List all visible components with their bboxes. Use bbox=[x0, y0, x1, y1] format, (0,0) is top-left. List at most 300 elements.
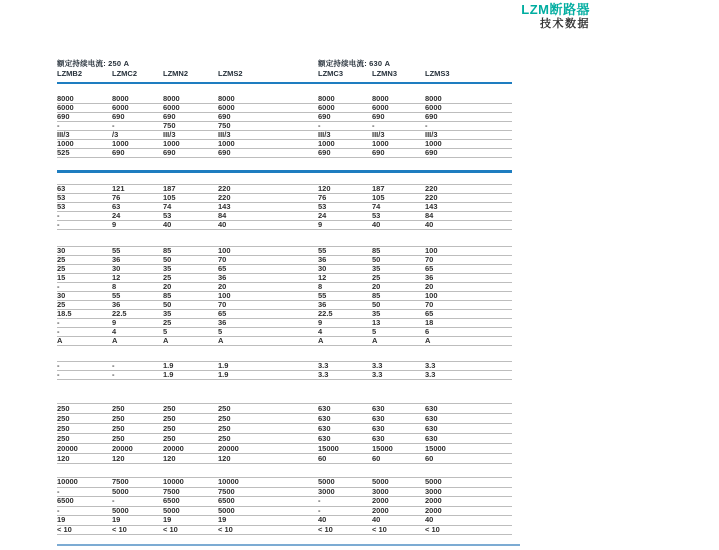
table-cell: 5000 bbox=[372, 477, 389, 486]
table-cell: 15 bbox=[57, 273, 66, 282]
table-cell: 8000 bbox=[57, 94, 74, 103]
rating-label-250a: 额定持续电流: 250 A bbox=[57, 59, 130, 68]
table-cell: 19 bbox=[218, 515, 227, 524]
table-cell: 3.3 bbox=[372, 361, 383, 370]
table-cell: 36 bbox=[218, 273, 227, 282]
table-row bbox=[57, 212, 512, 221]
table-cell: 3.3 bbox=[425, 361, 436, 370]
table-cell: III/3 bbox=[57, 130, 70, 139]
table-cell: 53 bbox=[57, 202, 66, 211]
table-cell: 630 bbox=[318, 404, 331, 413]
table-cell: 20 bbox=[163, 282, 172, 291]
table-row bbox=[57, 319, 512, 328]
table-cell: 220 bbox=[218, 193, 231, 202]
table-cell: < 10 bbox=[372, 524, 387, 534]
table-cell: 53 bbox=[318, 202, 327, 211]
table-cell: 3.3 bbox=[425, 370, 436, 379]
table-row bbox=[57, 122, 512, 131]
table-cell: 55 bbox=[318, 246, 327, 255]
table-cell: - bbox=[112, 370, 115, 379]
table-cell: 70 bbox=[425, 255, 434, 264]
table-cell: 750 bbox=[218, 121, 231, 130]
table-cell: 6000 bbox=[372, 103, 389, 112]
table-cell: 2000 bbox=[372, 505, 389, 515]
table-row bbox=[57, 488, 512, 498]
table-cell: 15000 bbox=[318, 444, 339, 453]
table-cell: 30 bbox=[112, 264, 121, 273]
table-cell: 250 bbox=[57, 424, 70, 433]
table-cell: 15000 bbox=[425, 444, 446, 453]
table-cell: 690 bbox=[218, 148, 231, 157]
table-cell: 40 bbox=[425, 515, 434, 524]
data-block-let-through bbox=[57, 361, 512, 380]
table-cell: 250 bbox=[218, 414, 231, 423]
table-row bbox=[57, 434, 512, 444]
table-cell: 20000 bbox=[163, 444, 184, 453]
table-cell: 84 bbox=[425, 211, 434, 220]
table-cell: 9 bbox=[112, 318, 117, 327]
table-cell: 24 bbox=[318, 211, 327, 220]
table-cell: 250 bbox=[163, 434, 176, 443]
table-cell: 24 bbox=[112, 211, 121, 220]
table-cell: 85 bbox=[163, 246, 172, 255]
table-cell: 1000 bbox=[57, 139, 74, 148]
table-cell: 20000 bbox=[218, 444, 239, 453]
table-cell: - bbox=[57, 361, 60, 370]
table-cell: 10000 bbox=[57, 477, 78, 486]
table-cell: 60 bbox=[425, 454, 434, 463]
section-rule bbox=[57, 170, 512, 173]
table-cell: 10000 bbox=[163, 477, 184, 486]
table-cell: A bbox=[57, 336, 63, 345]
table-row bbox=[57, 371, 512, 380]
table-cell: 6000 bbox=[112, 103, 129, 112]
table-cell: 120 bbox=[218, 454, 231, 463]
table-cell: 6500 bbox=[218, 496, 235, 505]
table-cell: 2000 bbox=[372, 496, 389, 505]
table-cell: 250 bbox=[57, 434, 70, 443]
table-cell: 5 bbox=[163, 327, 168, 336]
table-cell: 53 bbox=[163, 211, 172, 220]
table-cell: 1000 bbox=[425, 139, 442, 148]
table-cell: 18.5 bbox=[57, 309, 72, 318]
table-cell: 250 bbox=[112, 404, 125, 413]
table-cell: 1.9 bbox=[218, 361, 229, 370]
table-cell: 25 bbox=[163, 273, 172, 282]
table-cell: - bbox=[57, 282, 60, 291]
table-cell: 60 bbox=[372, 454, 381, 463]
table-cell: 250 bbox=[218, 424, 231, 433]
table-cell: 690 bbox=[112, 112, 125, 121]
table-cell: 250 bbox=[57, 404, 70, 413]
table-cell: 30 bbox=[318, 264, 327, 273]
table-cell: 187 bbox=[372, 184, 385, 193]
table-cell: 7500 bbox=[163, 486, 180, 496]
table-cell: 100 bbox=[425, 246, 438, 255]
table-cell: 121 bbox=[112, 184, 125, 193]
table-cell: 250 bbox=[112, 414, 125, 423]
table-cell: 630 bbox=[372, 404, 385, 413]
data-block-current-values bbox=[57, 403, 512, 464]
table-cell: 25 bbox=[57, 264, 66, 273]
bottom-rule bbox=[57, 544, 520, 546]
table-cell: 5000 bbox=[163, 505, 180, 515]
table-cell: 120 bbox=[318, 184, 331, 193]
table-row bbox=[57, 185, 512, 194]
table-row bbox=[57, 104, 512, 113]
table-cell: 70 bbox=[218, 300, 227, 309]
table-row bbox=[57, 444, 512, 454]
table-cell: 1000 bbox=[112, 139, 129, 148]
table-cell: 690 bbox=[218, 112, 231, 121]
table-cell: 120 bbox=[112, 454, 125, 463]
table-cell: 630 bbox=[372, 424, 385, 433]
model-name: LZMC3 bbox=[318, 69, 343, 78]
table-cell: A bbox=[163, 336, 169, 345]
table-cell: 36 bbox=[425, 273, 434, 282]
table-cell: 36 bbox=[318, 255, 327, 264]
table-cell: 220 bbox=[218, 184, 231, 193]
table-cell: 6000 bbox=[318, 103, 335, 112]
table-cell: 143 bbox=[425, 202, 438, 211]
table-cell: III/3 bbox=[218, 130, 231, 139]
table-cell: 220 bbox=[425, 193, 438, 202]
table-cell: 630 bbox=[425, 424, 438, 433]
table-cell: 630 bbox=[372, 414, 385, 423]
table-row bbox=[57, 221, 512, 230]
table-cell: 76 bbox=[112, 193, 121, 202]
table-cell: 19 bbox=[57, 515, 66, 524]
table-cell: 35 bbox=[163, 264, 172, 273]
table-cell: A bbox=[372, 336, 378, 345]
table-cell: 74 bbox=[372, 202, 381, 211]
table-cell: 100 bbox=[218, 246, 231, 255]
table-row bbox=[57, 247, 512, 256]
table-cell: A bbox=[425, 336, 431, 345]
table-cell: 55 bbox=[318, 291, 327, 300]
table-cell: 8000 bbox=[112, 94, 129, 103]
table-cell: 9 bbox=[112, 220, 117, 229]
table-cell: 65 bbox=[218, 309, 227, 318]
table-cell: - bbox=[372, 121, 375, 130]
table-cell: 12 bbox=[318, 273, 327, 282]
table-cell: 8000 bbox=[372, 94, 389, 103]
table-cell: 20 bbox=[425, 282, 434, 291]
table-cell: /3 bbox=[112, 130, 119, 139]
table-cell: 105 bbox=[372, 193, 385, 202]
table-row bbox=[57, 292, 512, 301]
table-cell: 250 bbox=[218, 434, 231, 443]
table-cell: 70 bbox=[425, 300, 434, 309]
table-row bbox=[57, 113, 512, 122]
table-row bbox=[57, 149, 512, 158]
table-cell: 53 bbox=[372, 211, 381, 220]
model-name: LZMN3 bbox=[372, 69, 397, 78]
data-block-breaking-capacity bbox=[57, 184, 512, 230]
table-cell: 4 bbox=[112, 327, 117, 336]
table-cell: 6500 bbox=[163, 496, 180, 505]
model-name: LZMN2 bbox=[163, 69, 188, 78]
table-cell: 65 bbox=[218, 264, 227, 273]
table-cell: 100 bbox=[218, 291, 231, 300]
table-cell: 690 bbox=[57, 112, 70, 121]
table-cell: - bbox=[112, 121, 115, 130]
table-cell: 250 bbox=[218, 404, 231, 413]
table-row bbox=[57, 362, 512, 371]
table-row bbox=[57, 140, 512, 149]
table-cell: 690 bbox=[163, 112, 176, 121]
table-cell: 35 bbox=[372, 309, 381, 318]
model-header-row bbox=[57, 69, 512, 80]
table-cell: 5 bbox=[218, 327, 223, 336]
table-cell: - bbox=[57, 505, 60, 515]
table-cell: 143 bbox=[218, 202, 231, 211]
table-cell: 630 bbox=[425, 434, 438, 443]
table-cell: 6000 bbox=[218, 103, 235, 112]
table-cell: A bbox=[112, 336, 118, 345]
table-cell: 690 bbox=[425, 112, 438, 121]
data-block-switching-capacity bbox=[57, 246, 512, 346]
table-cell: A bbox=[218, 336, 224, 345]
table-row bbox=[57, 404, 512, 414]
table-row bbox=[57, 454, 512, 464]
table-cell: 690 bbox=[163, 148, 176, 157]
header-rule bbox=[57, 82, 512, 85]
table-row bbox=[57, 414, 512, 424]
table-cell: 120 bbox=[57, 454, 70, 463]
table-cell: 250 bbox=[163, 424, 176, 433]
table-cell: 6000 bbox=[163, 103, 180, 112]
table-cell: 20 bbox=[372, 282, 381, 291]
table-cell: 5000 bbox=[318, 477, 335, 486]
table-cell: III/3 bbox=[318, 130, 331, 139]
table-cell: 6500 bbox=[57, 496, 74, 505]
table-cell: 63 bbox=[57, 184, 66, 193]
table-cell: - bbox=[112, 496, 115, 505]
table-cell: 19 bbox=[112, 515, 121, 524]
table-cell: 630 bbox=[425, 414, 438, 423]
table-cell: 55 bbox=[112, 291, 121, 300]
table-row bbox=[57, 507, 512, 517]
table-row bbox=[57, 310, 512, 319]
table-cell: 85 bbox=[163, 291, 172, 300]
table-cell: 12 bbox=[112, 273, 121, 282]
table-cell: - bbox=[425, 121, 428, 130]
table-cell: 60 bbox=[318, 454, 327, 463]
table-cell: 5000 bbox=[112, 486, 129, 496]
table-cell: < 10 bbox=[57, 524, 72, 534]
table-cell: - bbox=[318, 496, 321, 505]
table-cell: 50 bbox=[163, 300, 172, 309]
table-cell: 35 bbox=[372, 264, 381, 273]
table-cell: < 10 bbox=[112, 524, 127, 534]
model-name: LZMC2 bbox=[112, 69, 137, 78]
table-cell: < 10 bbox=[218, 524, 233, 534]
table-cell: 74 bbox=[163, 202, 172, 211]
table-cell: < 10 bbox=[163, 524, 178, 534]
table-cell: III/3 bbox=[163, 130, 176, 139]
table-cell: - bbox=[318, 121, 321, 130]
table-cell: 250 bbox=[112, 424, 125, 433]
table-cell: 63 bbox=[112, 202, 121, 211]
table-cell: 6000 bbox=[57, 103, 74, 112]
table-cell: - bbox=[318, 505, 321, 515]
table-cell: 187 bbox=[163, 184, 176, 193]
data-block-ratings bbox=[57, 95, 512, 158]
table-cell: 84 bbox=[218, 211, 227, 220]
data-block-endurance bbox=[57, 477, 512, 535]
model-name: LZMS2 bbox=[218, 69, 243, 78]
table-cell: 30 bbox=[57, 246, 66, 255]
table-cell: 2000 bbox=[425, 505, 442, 515]
table-cell: - bbox=[57, 220, 60, 229]
table-cell: 2000 bbox=[425, 496, 442, 505]
table-cell: 1.9 bbox=[218, 370, 229, 379]
table-cell: 70 bbox=[218, 255, 227, 264]
table-cell: 15000 bbox=[372, 444, 393, 453]
table-row bbox=[57, 424, 512, 434]
table-cell: 5000 bbox=[112, 505, 129, 515]
table-cell: 6000 bbox=[425, 103, 442, 112]
table-cell: 630 bbox=[372, 434, 385, 443]
table-cell: 3.3 bbox=[372, 370, 383, 379]
table-cell: 1000 bbox=[163, 139, 180, 148]
model-name: LZMS3 bbox=[425, 69, 450, 78]
table-cell: III/3 bbox=[425, 130, 438, 139]
table-cell: 55 bbox=[112, 246, 121, 255]
table-cell: 65 bbox=[425, 264, 434, 273]
table-cell: 690 bbox=[372, 112, 385, 121]
table-cell: 3000 bbox=[318, 486, 335, 496]
table-cell: 36 bbox=[218, 318, 227, 327]
table-cell: 20000 bbox=[57, 444, 78, 453]
table-cell: 690 bbox=[318, 148, 331, 157]
table-cell: 10000 bbox=[218, 477, 239, 486]
table-cell: 1.9 bbox=[163, 370, 174, 379]
table-cell: 8 bbox=[318, 282, 323, 291]
table-row bbox=[57, 265, 512, 274]
table-cell: 25 bbox=[372, 273, 381, 282]
table-cell: 690 bbox=[318, 112, 331, 121]
table-cell: - bbox=[57, 370, 60, 379]
table-cell: 1000 bbox=[372, 139, 389, 148]
table-cell: 50 bbox=[372, 255, 381, 264]
table-cell: 22.5 bbox=[318, 309, 333, 318]
table-cell: A bbox=[318, 336, 324, 345]
table-cell: 250 bbox=[57, 414, 70, 423]
table-cell: 9 bbox=[318, 318, 323, 327]
table-cell: 525 bbox=[57, 148, 70, 157]
table-cell: 250 bbox=[112, 434, 125, 443]
table-row bbox=[57, 256, 512, 265]
table-cell: 53 bbox=[57, 193, 66, 202]
table-cell: 25 bbox=[57, 300, 66, 309]
table-cell: 13 bbox=[372, 318, 381, 327]
table-row bbox=[57, 283, 512, 292]
table-cell: 630 bbox=[318, 414, 331, 423]
table-cell: 120 bbox=[163, 454, 176, 463]
page-subtitle: 技术数据 bbox=[540, 18, 590, 30]
table-cell: 1.9 bbox=[163, 361, 174, 370]
table-cell: 690 bbox=[112, 148, 125, 157]
table-cell: 76 bbox=[318, 193, 327, 202]
table-cell: 250 bbox=[163, 404, 176, 413]
table-cell: - bbox=[57, 211, 60, 220]
table-cell: 5000 bbox=[425, 477, 442, 486]
table-cell: 8000 bbox=[318, 94, 335, 103]
table-cell: 3000 bbox=[372, 486, 389, 496]
table-cell: < 10 bbox=[425, 524, 440, 534]
brand-title: LZM断路器 bbox=[521, 2, 590, 17]
table-cell: 50 bbox=[372, 300, 381, 309]
table-cell: 100 bbox=[425, 291, 438, 300]
table-cell: 3.3 bbox=[318, 370, 329, 379]
table-cell: 4 bbox=[318, 327, 323, 336]
table-cell: - bbox=[57, 121, 60, 130]
table-row bbox=[57, 194, 512, 203]
table-cell: III/3 bbox=[372, 130, 385, 139]
table-cell: - bbox=[57, 486, 60, 496]
table-cell: 8000 bbox=[163, 94, 180, 103]
table-cell: 250 bbox=[163, 414, 176, 423]
table-cell: 40 bbox=[218, 220, 227, 229]
table-cell: 3000 bbox=[425, 486, 442, 496]
table-row bbox=[57, 526, 512, 536]
table-cell: 40 bbox=[163, 220, 172, 229]
table-cell: 85 bbox=[372, 246, 381, 255]
table-cell: 8000 bbox=[425, 94, 442, 103]
table-cell: 3.3 bbox=[318, 361, 329, 370]
table-row bbox=[57, 203, 512, 212]
table-cell: 30 bbox=[57, 291, 66, 300]
table-cell: 19 bbox=[163, 515, 172, 524]
table-cell: 750 bbox=[163, 121, 176, 130]
table-cell: 9 bbox=[318, 220, 323, 229]
table-cell: 690 bbox=[425, 148, 438, 157]
table-cell: 40 bbox=[372, 220, 381, 229]
table-cell: 7500 bbox=[112, 477, 129, 486]
page-header bbox=[420, 3, 590, 31]
table-cell: 220 bbox=[425, 184, 438, 193]
table-cell: 1000 bbox=[318, 139, 335, 148]
table-cell: 630 bbox=[318, 424, 331, 433]
table-cell: 40 bbox=[372, 515, 381, 524]
table-cell: 36 bbox=[318, 300, 327, 309]
table-cell: < 10 bbox=[318, 524, 333, 534]
table-cell: - bbox=[112, 361, 115, 370]
table-cell: 36 bbox=[112, 300, 121, 309]
table-cell: 8000 bbox=[218, 94, 235, 103]
table-cell: 630 bbox=[318, 434, 331, 443]
table-cell: 105 bbox=[163, 193, 176, 202]
table-cell: 690 bbox=[372, 148, 385, 157]
table-cell: 40 bbox=[425, 220, 434, 229]
table-cell: 25 bbox=[57, 255, 66, 264]
table-cell: - bbox=[57, 318, 60, 327]
table-cell: 50 bbox=[163, 255, 172, 264]
table-cell: 36 bbox=[112, 255, 121, 264]
table-cell: 85 bbox=[372, 291, 381, 300]
table-cell: 20000 bbox=[112, 444, 133, 453]
table-cell: 630 bbox=[425, 404, 438, 413]
table-row bbox=[57, 337, 512, 346]
table-cell: - bbox=[57, 327, 60, 336]
table-cell: 40 bbox=[318, 515, 327, 524]
table-cell: 6 bbox=[425, 327, 430, 336]
table-row bbox=[57, 328, 512, 337]
table-cell: 8 bbox=[112, 282, 117, 291]
table-cell: 20 bbox=[218, 282, 227, 291]
